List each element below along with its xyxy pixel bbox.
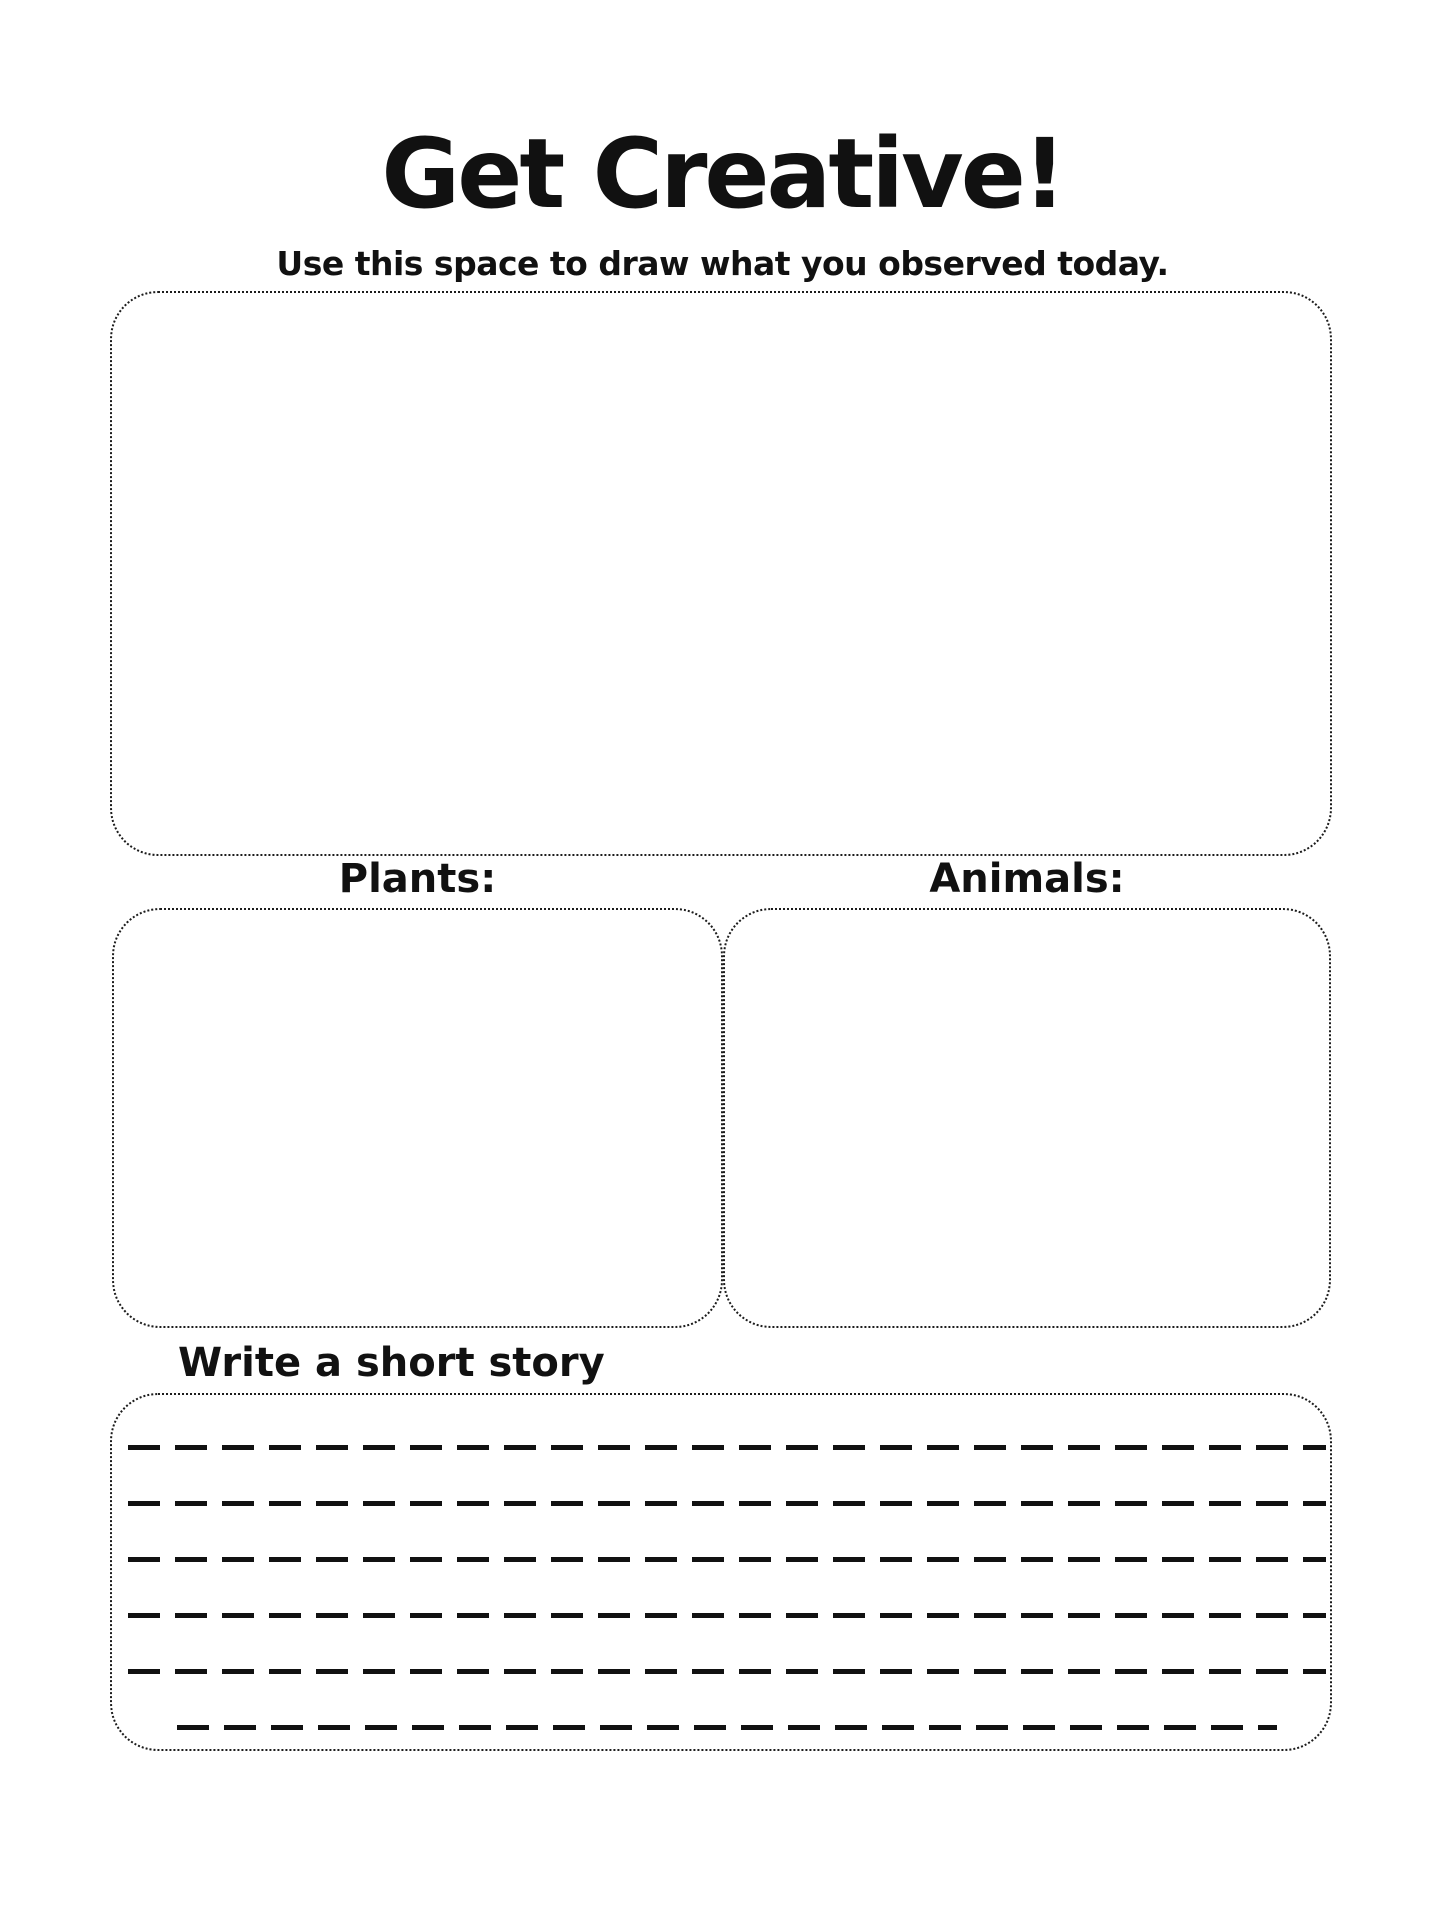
story-writing-area[interactable]: [110, 1393, 1332, 1751]
plants-label: Plants:: [338, 856, 497, 902]
page-subtitle: Use this space to draw what you observed today.: [276, 244, 1169, 283]
page-title: Get Creative!: [381, 118, 1064, 230]
drawing-area[interactable]: [110, 291, 1332, 856]
story-ruled-line: [128, 1445, 1326, 1450]
story-ruled-line: [128, 1613, 1326, 1618]
story-ruled-line: [177, 1725, 1277, 1730]
story-ruled-line: [128, 1557, 1326, 1562]
story-label: Write a short story: [178, 1340, 605, 1386]
story-ruled-line: [128, 1669, 1326, 1674]
animals-label: Animals:: [929, 856, 1125, 902]
story-ruled-line: [128, 1501, 1326, 1506]
animals-drawing-area[interactable]: [723, 908, 1331, 1328]
plants-drawing-area[interactable]: [112, 908, 723, 1328]
